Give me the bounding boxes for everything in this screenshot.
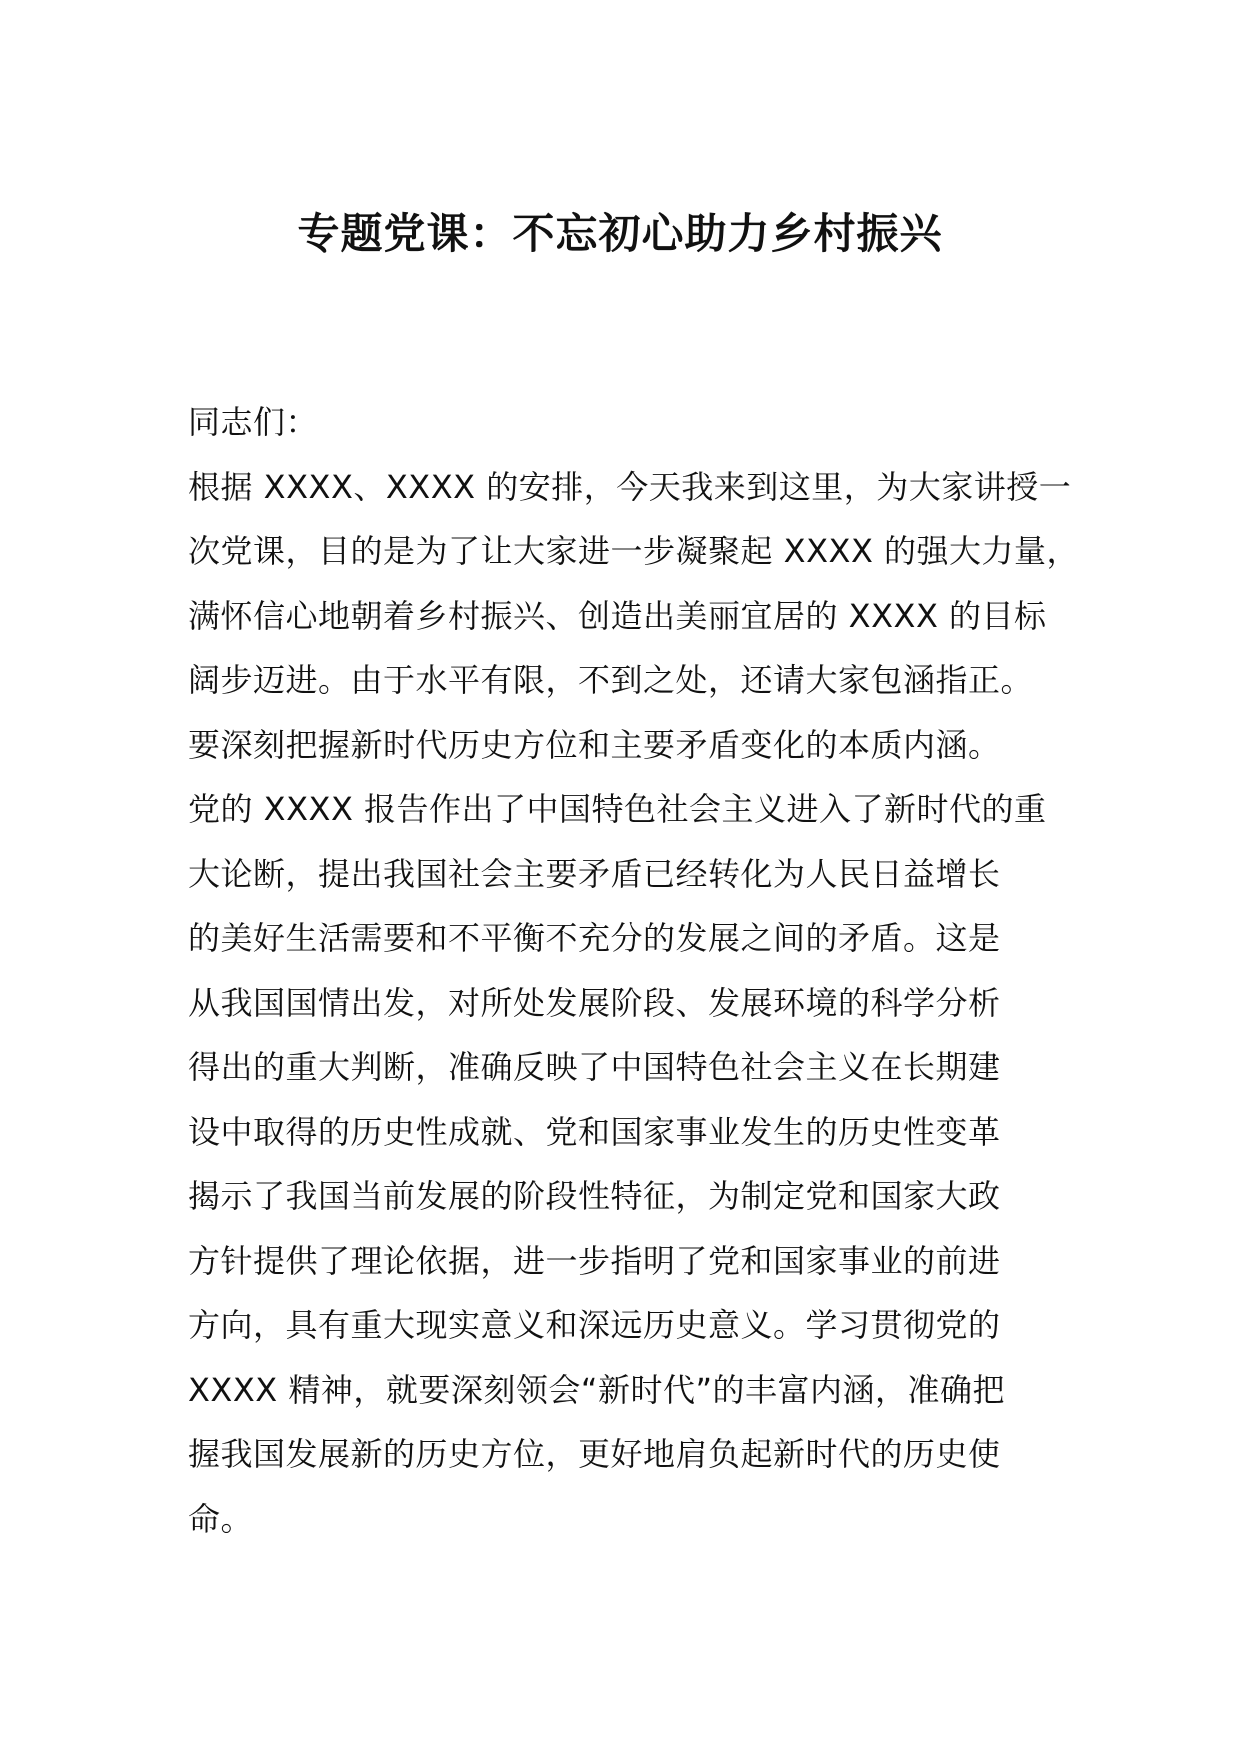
- body-line: 大论断，提出我国社会主要矛盾已经转化为人民日益增长: [188, 854, 1001, 893]
- body-line: XXXX 精神，就要深刻领会“新时代”的丰富内涵，准确把: [188, 1370, 1006, 1409]
- body-line: 命。: [188, 1499, 254, 1538]
- body-line: 次党课，目的是为了让大家进一步凝聚起 XXXX 的强大力量，: [188, 532, 1080, 570]
- body-line: 方向，具有重大现实意义和深远历史意义。学习贯彻党的: [188, 1306, 1001, 1344]
- body-line: 阔步迈进。由于水平有限，不到之处，还请大家包涵指正。: [188, 661, 1034, 699]
- body-line: 党的 XXXX 报告作出了中国特色社会主义进入了新时代的重: [188, 790, 1047, 828]
- body-line: 得出的重大判断，准确反映了中国特色社会主义在长期建: [188, 1048, 1001, 1086]
- body-line: 根据 XXXX、XXXX 的安排，今天我来到这里，为大家讲授一: [188, 467, 1072, 506]
- body-line: 从我国国情出发，对所处发展阶段、发展环境的科学分析: [188, 983, 1001, 1022]
- body-line: 方针提供了理论依据，进一步指明了党和国家事业的前进: [188, 1241, 1001, 1280]
- body-line: 揭示了我国当前发展的阶段性特征，为制定党和国家大政: [188, 1177, 1001, 1215]
- document-title: 专题党课：不忘初心助力乡村振兴: [297, 209, 943, 258]
- body-line: 的美好生活需要和不平衡不充分的发展之间的矛盾。这是: [188, 919, 1001, 957]
- salutation-line: 同志们：: [188, 403, 319, 441]
- body-line: 满怀信心地朝着乡村振兴、创造出美丽宜居的 XXXX 的目标: [188, 596, 1047, 635]
- document-body: [188, 390, 1088, 1551]
- body-line: 要深刻把握新时代历史方位和主要矛盾变化的本质内涵。: [188, 725, 1001, 764]
- body-line: 握我国发展新的历史方位，更好地肩负起新时代的历史使: [188, 1435, 1001, 1473]
- body-line: 设中取得的历史性成就、党和国家事业发生的历史性变革: [188, 1112, 1001, 1151]
